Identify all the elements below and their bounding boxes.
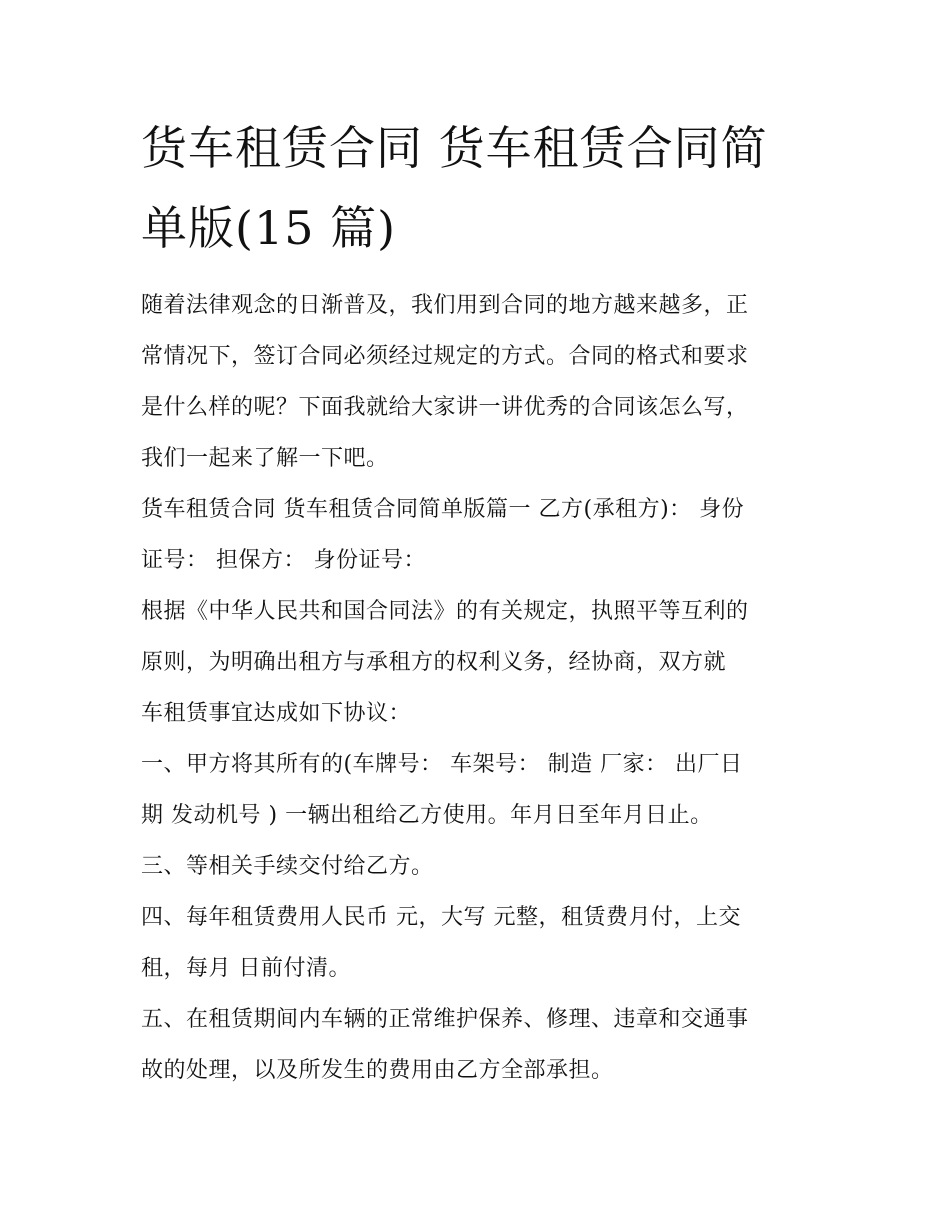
text-line: 我们一起来了解一下吧。 bbox=[141, 446, 389, 471]
clause-5 bbox=[141, 994, 813, 1096]
title-line-2: 单版(15 篇) bbox=[141, 201, 397, 255]
text-line: 常情况下，签订合同必须经过规定的方式。合同的格式和要求 bbox=[141, 344, 749, 369]
text-line: 一、甲方将其所有的(车牌号： 车架号： 制造 厂家： 出厂日 bbox=[141, 752, 743, 777]
text-line: 期 发动机号 ) 一辆出租给乙方使用。年月日至年月日止。 bbox=[141, 803, 713, 828]
document-page bbox=[141, 108, 813, 1096]
text-line: 是什么样的呢？下面我就给大家讲一讲优秀的合同该怎么写， bbox=[141, 395, 749, 420]
text-line: 货车租赁合同 货车租赁合同简单版篇一 乙方(承租方)： 身份 bbox=[141, 497, 745, 522]
text-line: 故的处理，以及所发生的费用由乙方全部承担。 bbox=[141, 1058, 614, 1083]
text-line: 四、每年租赁费用人民币 元，大写 元整，租赁费月付，上交 bbox=[141, 905, 741, 930]
clause-1 bbox=[141, 739, 813, 841]
clause-4 bbox=[141, 892, 813, 994]
intro-paragraph bbox=[141, 280, 813, 484]
text-line: 三、等相关手续交付给乙方。 bbox=[141, 854, 434, 879]
basis-paragraph bbox=[141, 586, 813, 739]
text-line: 租，每月 日前付清。 bbox=[141, 956, 351, 981]
text-line: 车租赁事宜达成如下协议： bbox=[141, 701, 412, 726]
text-line: 五、在租赁期间内车辆的正常维护保养、修理、违章和交通事 bbox=[141, 1007, 749, 1032]
document-title bbox=[141, 108, 813, 268]
text-line: 随着法律观念的日渐普及，我们用到合同的地方越来越多，正 bbox=[141, 293, 749, 318]
parties-paragraph bbox=[141, 484, 813, 586]
text-line: 根据《中华人民共和国合同法》的有关规定，执照平等互利的 bbox=[141, 599, 749, 624]
clause-3 bbox=[141, 841, 813, 892]
text-line: 证号： 担保方： 身份证号： bbox=[141, 548, 426, 573]
text-line: 原则，为明确出租方与承租方的权利义务，经协商，双方就 bbox=[141, 650, 727, 675]
title-line-1: 货车租赁合同 货车租赁合同简 bbox=[141, 121, 768, 175]
